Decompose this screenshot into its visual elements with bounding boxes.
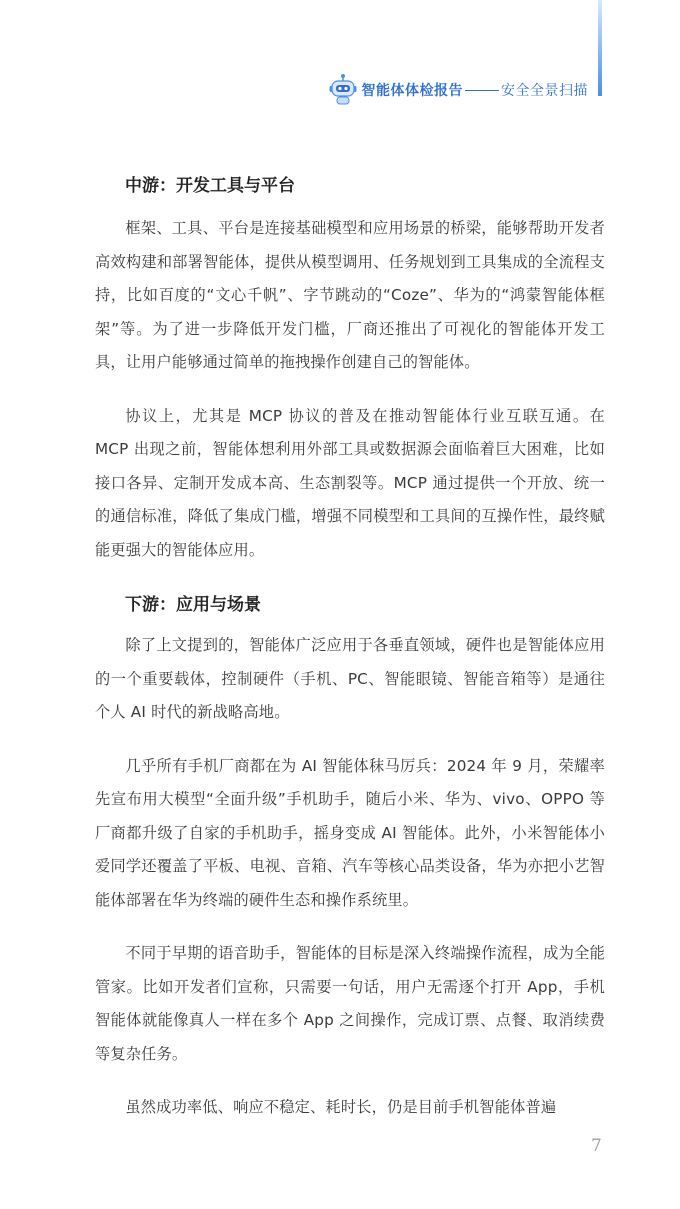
paragraph: 不同于早期的语音助手，智能体的目标是深入终端操作流程，成为全能管家。比如开发者们宣称，只需要一句话，用户无需逐个打开 App，手机智能体就能像真人一样在多个 App 之间操作，完成订票、点餐、取消续费等复杂任务。 [95,944,605,1063]
article-body [95,168,605,1145]
title-separator [465,90,499,91]
section-heading-midstream: 中游：开发工具与平台 [125,176,295,196]
paragraph: 几乎所有手机厂商都在为 AI 智能体秣马厉兵：2024 年 9 月，荣耀率先宣布用大模型“全面升级”手机助手，随后小米、华为、vivo、OPPO 等厂商都升级了自家的手机助手，摇身变成 AI 智能体。此外，小米智能体小爱同学还覆盖了平板、电视、音箱、汽车等核心品类设备，华为亦把小艺智能体部署在华为终端的硬件生态和操作系统里。 [95,756,605,909]
report-subtitle: 安全全景扫描 [501,83,588,99]
section-heading-downstream: 下游：应用与场景 [125,595,261,615]
paragraph: 除了上文提到的，智能体广泛应用于各垂直领域，硬件也是智能体应用的一个重要载体，控制硬件（手机、PC、智能眼镜、智能音箱等）是通往个人 AI 时代的新战略高地。 [95,636,605,721]
report-title: 智能体体检报告 [361,83,463,99]
robot-icon [328,73,358,107]
page-header [328,72,589,108]
paragraph: 框架、工具、平台是连接基础模型和应用场景的桥梁，能够帮助开发者高效构建和部署智能体，提供从模型调用、任务规划到工具集成的全流程支持，比如百度的“文心千帆”、字节跳动的“Coze”、华为的“鸿蒙智能体框架”等。为了进一步降低开发门槛，厂商还推出了可视化的智能体开发工具，让用户能够通过简单的拖拽操作创建自己的智能体。 [95,219,605,371]
paragraph: 协议上，尤其是 MCP 协议的普及在推动智能体行业互联互通。在 MCP 出现之前，智能体想利用外部工具或数据源会面临着巨大困难，比如接口各异、定制开发成本高、生态割裂等。MCP 通过提供一个开放、统一的通信标准，降低了集成门槛，增强不同模型和工具间的互操作性，最终赋能更强大的智能体应用。 [95,406,605,559]
paragraph: 虽然成功率低、响应不稳定、耗时长，仍是目前手机智能体普遍 [125,1098,557,1116]
decorative-side-bar [598,0,602,96]
page-number: 7 [591,1136,602,1156]
